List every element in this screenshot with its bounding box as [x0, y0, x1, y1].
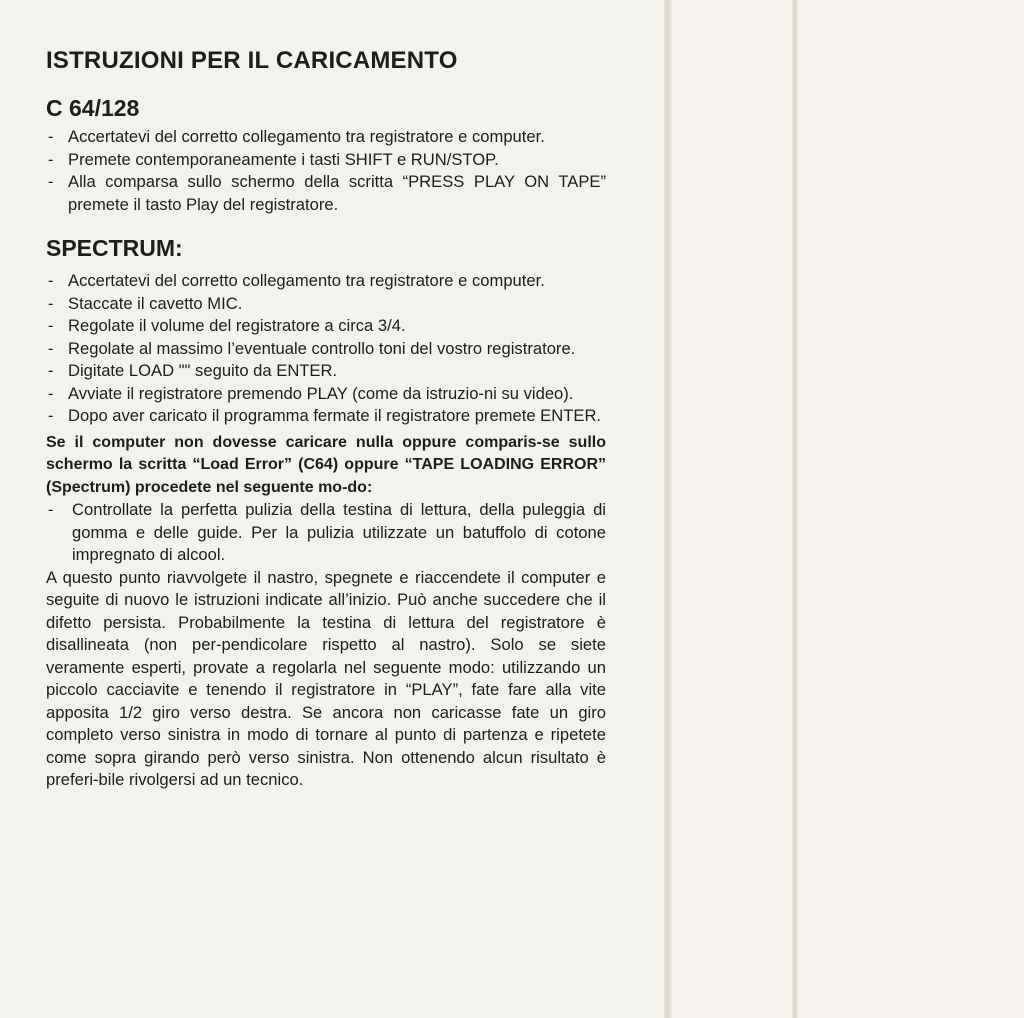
list-item: - Controllate la perfetta pulizia della testina di lettura, della puleggia di gomma e delle guide. Per la pulizia utilizzate un batuffolo di cotone impregnato di alcool.	[46, 499, 606, 567]
spectrum-heading: SPECTRUM:	[46, 235, 183, 261]
c64-steps	[46, 126, 606, 216]
list-item: - Regolate il volume del registratore a circa 3/4.	[46, 315, 606, 338]
fix-steps	[46, 499, 606, 567]
blank-flap	[672, 0, 794, 1018]
instructions-content	[46, 46, 606, 792]
c64-heading: C 64/128	[46, 95, 140, 121]
blank-panel	[798, 0, 1024, 1018]
list-item: - Staccate il cavetto MIC.	[46, 293, 606, 316]
closing-paragraph: A questo punto riavvolgete il nastro, spegnete e riaccendete il computer e seguite di nuovo le istruzioni indicate all’inizio. Può anche succedere che il difetto persista. Probabilmente la testina di lettura del registratore è disallineata (non per-pendicolare rispetto al nastro). Solo se siete veramente esperti, provate a regolarla nel seguente modo: utilizzando un piccolo cacciavite e tenendo il registratore in “PLAY”, fate fare alla vite apposita 1/2 giro verso destra. Se ancora non caricasse fate un giro completo verso sinistra in modo di tornare al punto di partenza e ripetete come sopra girando però verso sinistra. Non ottenendo alcun risultato è preferi-bile rivolgersi ad un tecnico.	[46, 567, 606, 789]
list-item: - Accertatevi del corretto collegamento tra registratore e computer.	[46, 126, 606, 149]
page-fold	[664, 0, 672, 1018]
list-item: - Digitate LOAD "" seguito da ENTER.	[46, 360, 606, 383]
page-title: ISTRUZIONI PER IL CARICAMENTO	[46, 47, 458, 74]
error-warning: Se il computer non dovesse caricare nulla oppure comparis-se sullo schermo la scritta “Load Error” (C64) oppure “TAPE LOADING ERROR” (Spectrum) procedete nel seguente mo-do:	[46, 433, 606, 496]
list-item: - Regolate al massimo l’eventuale controllo toni del vostro registratore.	[46, 338, 606, 361]
list-item: - Premete contemporaneamente i tasti SHIFT e RUN/STOP.	[46, 149, 606, 172]
list-item: - Accertatevi del corretto collegamento tra registratore e computer.	[46, 270, 606, 293]
list-item: - Avviate il registratore premendo PLAY (come da istruzio-ni su video).	[46, 383, 606, 406]
list-item: - Dopo aver caricato il programma fermate il registratore premete ENTER.	[46, 405, 606, 428]
spectrum-steps	[46, 270, 606, 428]
list-item: - Alla comparsa sullo schermo della scritta “PRESS PLAY ON TAPE” premete il tasto Play del registratore.	[46, 171, 606, 216]
